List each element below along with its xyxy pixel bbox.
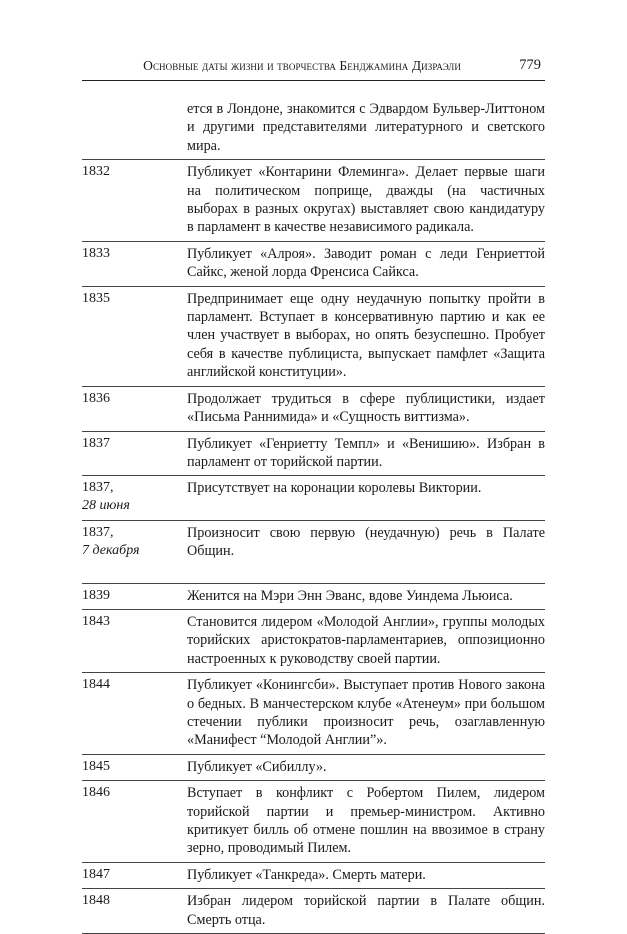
entry-text: Женится на Мэри Энн Эванс, вдове Уиндема Льюиса.: [187, 587, 513, 604]
running-title: Основные даты жизни и творчества Бенджамина Дизраэли: [143, 58, 461, 73]
entry-date: [82, 245, 182, 263]
chronology-entry: [82, 521, 545, 584]
entry-year: 1844: [82, 677, 110, 693]
chronology-entry: [82, 584, 545, 610]
chronology-entry: [82, 100, 545, 160]
entry-year: 1845: [82, 758, 110, 774]
entry-year: 1837,: [82, 524, 114, 540]
entry-year: 1837,: [82, 480, 114, 496]
entry-day: 7 декабря: [82, 542, 140, 558]
chronology-entry: [82, 387, 545, 432]
entry-text: Предпринимает еще одну неудачную попытку пройти в парламент. Вступает в консервативную партию и как ее член участвует в выборах, но опять безуспешно. Пробует себя в качестве публициста, выпускает памфлет «Защита английской конституции».: [187, 290, 545, 381]
chronology-entry: [82, 610, 545, 673]
entry-text: Избран лидером торийской партии в Палате общин. Смерть отца.: [187, 893, 545, 928]
entry-date: [82, 587, 182, 605]
entry-text: Вступает в конфликт с Робертом Пилем, лидером торийской партии и премьер-министром. Активно критикует билль об отмене пошлин на ввозимое в страну зерно, проводимый Пилем.: [187, 785, 545, 857]
chronology-list: [82, 100, 545, 934]
entry-year: 1837: [82, 435, 110, 451]
entry-date: [82, 613, 182, 631]
page-number: 779: [519, 57, 541, 73]
entry-date: [82, 676, 182, 694]
chronology-entry: [82, 863, 545, 889]
entry-year: 1833: [82, 245, 110, 261]
chronology-entry: [82, 160, 545, 242]
chronology-entry: [82, 673, 545, 755]
entry-date: [82, 758, 182, 776]
entry-text: Продолжает трудиться в сфере публицистики, издает «Письма Раннимида» и «Сущность виттизма».: [187, 390, 545, 426]
chronology-entry: [82, 287, 545, 387]
page-header: [82, 56, 545, 81]
entry-year: 1848: [82, 893, 110, 909]
entry-year: 1846: [82, 785, 110, 801]
entry-date: [82, 479, 182, 515]
entry-text: Становится лидером «Молодой Англии», группы молодых торийских аристократов-парламентариев, оппозиционно настроенных к руководству своей партии.: [187, 613, 545, 667]
chronology-entry: [82, 476, 545, 520]
entry-text: ется в Лондоне, знакомится с Эдвардом Бульвер-Литтоном и другими представителями литературного и светского мира.: [187, 101, 545, 154]
entry-date: [82, 435, 182, 453]
entry-text: Публикует «Генриетту Темпл» и «Венишию». Избран в парламент от торийской партии.: [187, 435, 545, 470]
entry-year: 1839: [82, 587, 110, 603]
entry-year: 1836: [82, 390, 110, 406]
entry-date: [82, 892, 182, 910]
entry-year: 1832: [82, 164, 110, 180]
entry-year: 1835: [82, 290, 110, 306]
entry-text: Присутствует на коронации королевы Виктории.: [187, 480, 482, 497]
entry-text: Публикует «Сибиллу».: [187, 758, 327, 775]
entry-year: 1843: [82, 613, 110, 629]
entry-day: 28 июня: [82, 498, 130, 514]
entry-date: [82, 866, 182, 884]
chronology-entry: [82, 432, 545, 477]
entry-year: 1847: [82, 866, 110, 882]
entry-date: [82, 163, 182, 181]
entry-text: Публикует «Алроя». Заводит роман с леди Генриеттой Сайкс, женой лорда Френсиса Сайкса.: [187, 245, 545, 281]
entry-date: [82, 290, 182, 308]
chronology-entry: [82, 889, 545, 934]
entry-text: Публикует «Контарини Флеминга». Делает первые шаги на политическом поприще, дважды (на частичных выборах в разных округах) выставляет свою кандидатуру в парламент в качестве независимого радикала.: [187, 164, 545, 236]
entry-date: [82, 390, 182, 408]
entry-text: Произносит свою первую (неудачную) речь в Палате Общин.: [187, 524, 545, 560]
chronology-entry: [82, 242, 545, 287]
chronology-entry: [82, 781, 545, 863]
entry-date: [82, 524, 182, 560]
entry-text: Публикует «Танкреда». Смерть матери.: [187, 866, 426, 883]
entry-text: Публикует «Конингсби». Выступает против Нового закона о бедных. В манчестерском клубе «Атенеум» при большом стечении публики произносит речь, озаглавленную «Манифест “Молодой Англии”».: [187, 677, 545, 749]
chronology-entry: [82, 755, 545, 781]
entry-date: [82, 784, 182, 802]
